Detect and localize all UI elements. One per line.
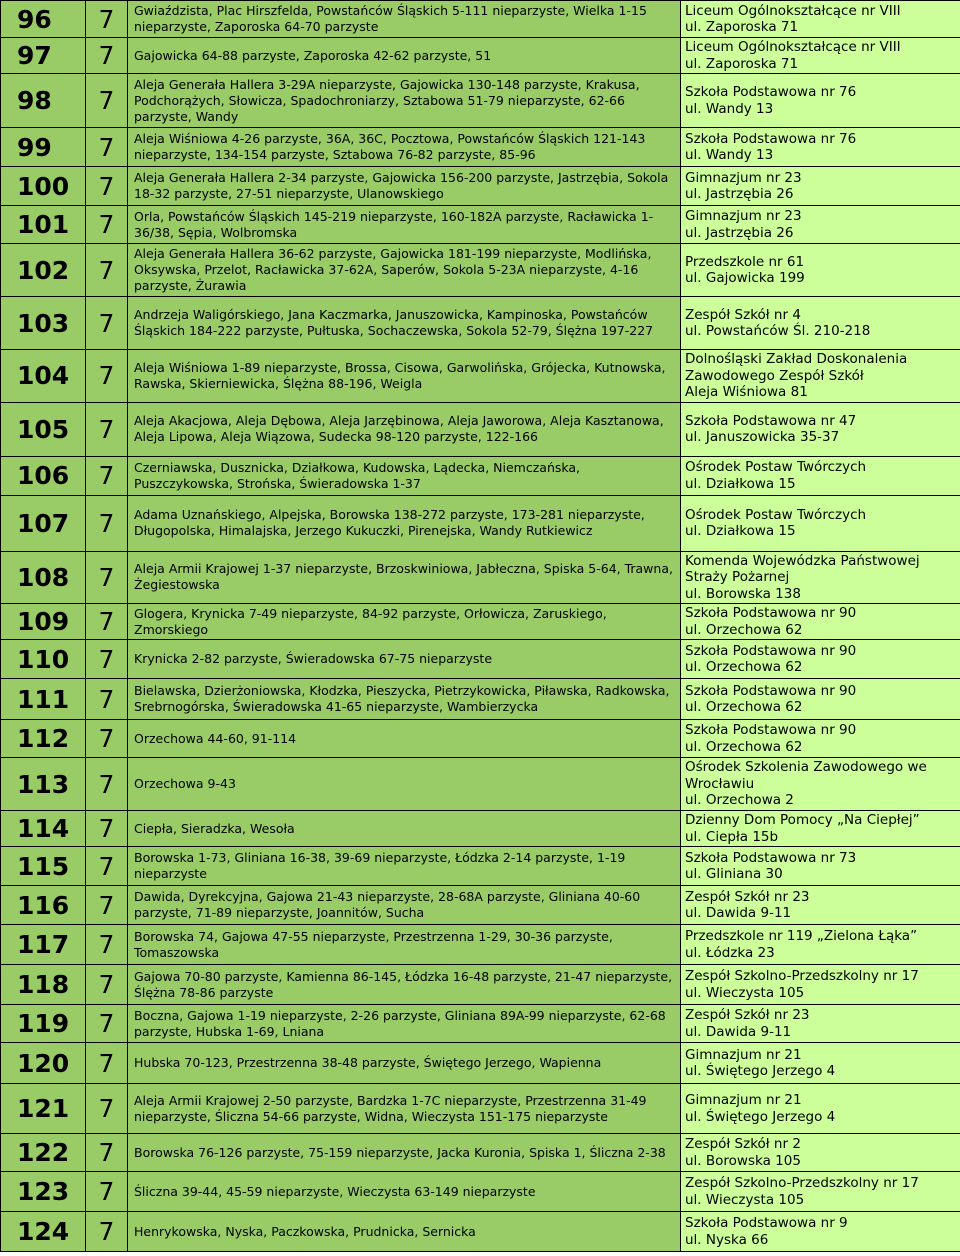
table-row bbox=[1, 811, 960, 847]
polling-place-address: ul. Orzechowa 2 bbox=[685, 792, 794, 809]
polling-place bbox=[681, 551, 960, 604]
table-row bbox=[1, 244, 960, 297]
table-row bbox=[1, 1134, 960, 1172]
polling-place-name: Przedszkole nr 61 bbox=[685, 253, 805, 270]
district-number: 118 bbox=[1, 965, 86, 1005]
polling-place bbox=[681, 1084, 960, 1134]
district-streets: Glogera, Krynicka 7-49 nieparzyste, 84-92 parzyste, Orłowicza, Zaruskiego, Zmorskiego bbox=[128, 604, 681, 640]
polling-place bbox=[681, 74, 960, 128]
district-number: 98 bbox=[1, 74, 86, 128]
district-streets: Adama Uznańskiego, Alpejska, Borowska 138-272 parzyste, 173-281 nieparzyste, Długopolska, Himalajska, Jerzego Kukuczki, Pirenejska, Wandy Rutkiewicz bbox=[128, 495, 681, 551]
district-seats: 7 bbox=[86, 244, 128, 297]
district-seats: 7 bbox=[86, 965, 128, 1005]
table-row bbox=[1, 965, 960, 1005]
table-row bbox=[1, 1172, 960, 1212]
district-number: 112 bbox=[1, 720, 86, 758]
polling-place-name: Przedszkole nr 119 „Zielona Łąka” bbox=[685, 928, 918, 944]
polling-place-name: Szkoła Podstawowa nr 90 bbox=[685, 722, 857, 738]
district-number: 96 bbox=[1, 1, 86, 38]
polling-place-name: Szkoła Podstawowa nr 9 bbox=[685, 1215, 848, 1231]
table-row bbox=[1, 1, 960, 38]
district-number: 120 bbox=[1, 1043, 86, 1084]
district-number: 123 bbox=[1, 1172, 86, 1212]
district-number: 104 bbox=[1, 350, 86, 403]
table-row bbox=[1, 886, 960, 925]
district-seats: 7 bbox=[86, 1212, 128, 1252]
polling-place-address: ul. Ciepła 15b bbox=[685, 828, 779, 845]
district-seats: 7 bbox=[86, 1, 128, 38]
polling-place bbox=[681, 1, 960, 38]
polling-place-name: Szkoła Podstawowa nr 76 bbox=[685, 84, 857, 100]
district-number: 122 bbox=[1, 1134, 86, 1172]
table-row bbox=[1, 1084, 960, 1134]
polling-place bbox=[681, 1212, 960, 1252]
polling-place-name: Zespół Szkół nr 23 bbox=[685, 1007, 810, 1023]
polling-place-name: Szkoła Podstawowa nr 73 bbox=[685, 849, 857, 866]
polling-place-address: ul. Działkowa 15 bbox=[685, 475, 796, 492]
district-seats: 7 bbox=[86, 350, 128, 403]
district-streets: Aleja Wiśniowa 1-89 nieparzyste, Brossa, Cisowa, Garwolińska, Grójecka, Kutnowska, Rawska, Skierniewicka, Ślężna 88-196, Weigla bbox=[128, 350, 681, 403]
polling-place-name: Szkoła Podstawowa nr 47 bbox=[685, 412, 857, 429]
district-number: 111 bbox=[1, 679, 86, 720]
polling-place-address: ul. Wieczysta 105 bbox=[685, 1191, 805, 1208]
polling-place-address: ul. Zaporoska 71 bbox=[685, 55, 799, 72]
district-seats: 7 bbox=[86, 38, 128, 74]
polling-place-address: ul. Wandy 13 bbox=[685, 147, 774, 163]
polling-place-address: ul. Świętego Jerzego 4 bbox=[685, 1063, 836, 1079]
table-row bbox=[1, 495, 960, 551]
polling-place-name: Liceum Ogólnokształcące nr VIII bbox=[685, 2, 901, 19]
polling-place-address: ul. Wieczysta 105 bbox=[685, 984, 805, 1001]
district-streets: Orzechowa 44-60, 91-114 bbox=[128, 720, 681, 758]
table-row bbox=[1, 604, 960, 640]
district-number: 108 bbox=[1, 551, 86, 604]
polling-place-name: Zespół Szkół nr 2 bbox=[685, 1136, 801, 1152]
district-streets: Hubska 70-123, Przestrzenna 38-48 parzyste, Świętego Jerzego, Wapienna bbox=[128, 1043, 681, 1084]
district-seats: 7 bbox=[86, 1134, 128, 1172]
district-number: 117 bbox=[1, 925, 86, 965]
polling-place bbox=[681, 38, 960, 74]
polling-place-name: Szkoła Podstawowa nr 90 bbox=[685, 642, 857, 659]
district-streets: Orla, Powstańców Śląskich 145-219 nieparzyste, 160-182A parzyste, Racławicka 1-36/38, Sępia, Wolbromska bbox=[128, 206, 681, 244]
table-row bbox=[1, 679, 960, 720]
polling-place-name: Gimnazjum nr 21 bbox=[685, 1046, 802, 1063]
table-row bbox=[1, 551, 960, 604]
district-seats: 7 bbox=[86, 206, 128, 244]
polling-place-address: ul. Dawida 9-11 bbox=[685, 905, 792, 921]
district-number: 121 bbox=[1, 1084, 86, 1134]
polling-place-address: Aleja Wiśniowa 81 bbox=[685, 384, 808, 400]
polling-place-address: ul. Orzechowa 62 bbox=[685, 621, 803, 638]
district-seats: 7 bbox=[86, 456, 128, 495]
polling-place-address: ul. Gajowicka 199 bbox=[685, 270, 805, 286]
district-number: 99 bbox=[1, 128, 86, 167]
district-seats: 7 bbox=[86, 551, 128, 604]
polling-place bbox=[681, 350, 960, 403]
polling-place-name: Szkoła Podstawowa nr 90 bbox=[685, 605, 857, 621]
table-row bbox=[1, 74, 960, 128]
polling-place bbox=[681, 886, 960, 925]
table-row bbox=[1, 1005, 960, 1043]
district-streets: Gwiaździsta, Plac Hirszfelda, Powstańców Śląskich 5-111 nieparzyste, Wielka 1-15 nieparzyste, Zaporoska 64-70 parzyste bbox=[128, 1, 681, 38]
district-streets: Aleja Generała Hallera 2-34 parzyste, Gajowicka 156-200 parzyste, Jastrzębia, Sokola 18-32 parzyste, 27-51 nieparzyste, Ulanowskiego bbox=[128, 167, 681, 206]
polling-place bbox=[681, 1172, 960, 1212]
district-streets: Dawida, Dyrekcyjna, Gajowa 21-43 nieparzyste, 28-68A parzyste, Gliniana 40-60 parzyste, 71-89 nieparzyste, Joannitów, Sucha bbox=[128, 886, 681, 925]
polling-place bbox=[681, 206, 960, 244]
district-streets: Gajowa 70-80 parzyste, Kamienna 86-145, Łódzka 16-48 parzyste, 21-47 nieparzyste, Ślężna 78-86 parzyste bbox=[128, 965, 681, 1005]
district-seats: 7 bbox=[86, 402, 128, 456]
district-streets: Orzechowa 9-43 bbox=[128, 758, 681, 811]
polling-place bbox=[681, 720, 960, 758]
district-streets: Aleja Armii Krajowej 2-50 parzyste, Bardzka 1-7C nieparzyste, Przestrzenna 31-49 nieparzyste, Śliczna 54-66 parzyste, Widna, Wieczysta 151-175 nieparzyste bbox=[128, 1084, 681, 1134]
polling-place-address: ul. Działkowa 15 bbox=[685, 523, 796, 539]
table-row bbox=[1, 758, 960, 811]
district-streets: Ciepła, Sieradzka, Wesoła bbox=[128, 811, 681, 847]
polling-place bbox=[681, 640, 960, 679]
district-number: 107 bbox=[1, 495, 86, 551]
district-seats: 7 bbox=[86, 886, 128, 925]
polling-place bbox=[681, 402, 960, 456]
polling-place bbox=[681, 604, 960, 640]
polling-place-address: ul. Świętego Jerzego 4 bbox=[685, 1108, 836, 1125]
polling-place bbox=[681, 244, 960, 297]
district-streets: Andrzeja Waligórskiego, Jana Kaczmarka, Januszowicka, Kampinoska, Powstańców Śląskich 184-222 parzyste, Pułtuska, Sochaczewska, Sokola 52-79, Ślężna 197-227 bbox=[128, 297, 681, 350]
district-seats: 7 bbox=[86, 847, 128, 886]
polling-place-address: ul. Jastrzębia 26 bbox=[685, 186, 794, 202]
district-streets: Aleja Akacjowa, Aleja Dębowa, Aleja Jarzębinowa, Aleja Jaworowa, Aleja Kasztanowa, Aleja Lipowa, Aleja Wiązowa, Sudecka 98-120 parzyste, 122-166 bbox=[128, 402, 681, 456]
polling-place-address: ul. Dawida 9-11 bbox=[685, 1023, 792, 1040]
district-number: 105 bbox=[1, 402, 86, 456]
district-streets: Czerniawska, Dusznicka, Działkowa, Kudowska, Lądecka, Niemczańska, Puszczykowska, Strońska, Świeradowska 1-37 bbox=[128, 456, 681, 495]
district-streets: Borowska 76-126 parzyste, 75-159 nieparzyste, Jacka Kuronia, Spiska 1, Śliczna 2-38 bbox=[128, 1134, 681, 1172]
district-number: 119 bbox=[1, 1005, 86, 1043]
polling-place-name: Szkoła Podstawowa nr 76 bbox=[685, 130, 857, 147]
polling-place bbox=[681, 758, 960, 811]
district-seats: 7 bbox=[86, 758, 128, 811]
district-streets: Krynicka 2-82 parzyste, Świeradowska 67-75 nieparzyste bbox=[128, 640, 681, 679]
table-row bbox=[1, 847, 960, 886]
polling-place-name: Ośrodek Postaw Twórczych bbox=[685, 459, 867, 475]
districts-table-body bbox=[1, 1, 960, 1252]
polling-place-name: Gimnazjum nr 23 bbox=[685, 208, 802, 224]
district-seats: 7 bbox=[86, 495, 128, 551]
polling-place-address: ul. Borowska 105 bbox=[685, 1152, 801, 1169]
district-seats: 7 bbox=[86, 297, 128, 350]
district-number: 102 bbox=[1, 244, 86, 297]
district-number: 110 bbox=[1, 640, 86, 679]
polling-place bbox=[681, 847, 960, 886]
polling-place-name: Gimnazjum nr 21 bbox=[685, 1092, 802, 1108]
district-number: 116 bbox=[1, 886, 86, 925]
polling-place-name: Zespół Szkół nr 23 bbox=[685, 888, 810, 905]
polling-place-name: Szkoła Podstawowa nr 90 bbox=[685, 682, 857, 699]
polling-place-name: Zespół Szkolno-Przedszkolny nr 17 bbox=[685, 968, 919, 984]
district-streets: Henrykowska, Nyska, Paczkowska, Prudnicka, Sernicka bbox=[128, 1212, 681, 1252]
polling-place-name: Komenda Wojewódzka Państwowej Straży Pożarnej bbox=[685, 552, 920, 585]
district-streets: Borowska 74, Gajowa 47-55 nieparzyste, Przestrzenna 1-29, 30-36 parzyste, Tomaszowska bbox=[128, 925, 681, 965]
district-number: 100 bbox=[1, 167, 86, 206]
district-seats: 7 bbox=[86, 1005, 128, 1043]
district-seats: 7 bbox=[86, 720, 128, 758]
district-number: 124 bbox=[1, 1212, 86, 1252]
polling-place-name: Dzienny Dom Pomocy „Na Ciepłej” bbox=[685, 812, 920, 828]
district-streets: Borowska 1-73, Gliniana 16-38, 39-69 nieparzyste, Łódzka 2-14 parzyste, 1-19 nieparzyste bbox=[128, 847, 681, 886]
table-row bbox=[1, 128, 960, 167]
table-row bbox=[1, 206, 960, 244]
polling-place-name: Gimnazjum nr 23 bbox=[685, 169, 802, 186]
table-row bbox=[1, 38, 960, 74]
district-number: 109 bbox=[1, 604, 86, 640]
district-streets: Bielawska, Dzierżoniowska, Kłodzka, Pieszycka, Pietrzykowicka, Piławska, Radkowska, Srebrnogórska, Świeradowska 41-65 nieparzyste, Wambierzycka bbox=[128, 679, 681, 720]
district-seats: 7 bbox=[86, 167, 128, 206]
polling-place bbox=[681, 679, 960, 720]
table-row bbox=[1, 1212, 960, 1252]
polling-place-address: ul. Powstańców Śl. 210-218 bbox=[685, 323, 871, 339]
district-seats: 7 bbox=[86, 640, 128, 679]
district-streets: Aleja Generała Hallera 3-29A nieparzyste, Gajowicka 130-148 parzyste, Krakusa, Podchorążych, Słowicza, Spadochroniarzy, Sztabowa 51-79 nieparzyste, 62-66 parzyste, Wandy bbox=[128, 74, 681, 128]
polling-place bbox=[681, 965, 960, 1005]
district-number: 97 bbox=[1, 38, 86, 74]
district-seats: 7 bbox=[86, 1172, 128, 1212]
polling-place bbox=[681, 495, 960, 551]
table-row bbox=[1, 640, 960, 679]
polling-place-name: Liceum Ogólnokształcące nr VIII bbox=[685, 39, 901, 55]
polling-place-address: ul. Jastrzębia 26 bbox=[685, 224, 794, 241]
district-number: 114 bbox=[1, 811, 86, 847]
district-streets: Śliczna 39-44, 45-59 nieparzyste, Wieczysta 63-149 nieparzyste bbox=[128, 1172, 681, 1212]
district-seats: 7 bbox=[86, 679, 128, 720]
polling-place-name: Zespół Szkół nr 4 bbox=[685, 306, 801, 323]
polling-place bbox=[681, 167, 960, 206]
district-streets: Aleja Generała Hallera 36-62 parzyste, Gajowicka 181-199 nieparzyste, Modlińska, Oksywska, Przelot, Racławicka 37-62A, Saperów, Sokola 5-23A nieparzyste, 4-16 parzyste, Żurawia bbox=[128, 244, 681, 297]
polling-place-address: ul. Zaporoska 71 bbox=[685, 19, 799, 35]
district-seats: 7 bbox=[86, 604, 128, 640]
district-seats: 7 bbox=[86, 811, 128, 847]
polling-place bbox=[681, 811, 960, 847]
district-seats: 7 bbox=[86, 1043, 128, 1084]
polling-place-address: ul. Łódzka 23 bbox=[685, 944, 775, 961]
polling-place bbox=[681, 1134, 960, 1172]
district-seats: 7 bbox=[86, 925, 128, 965]
district-number: 115 bbox=[1, 847, 86, 886]
polling-place bbox=[681, 456, 960, 495]
table-row bbox=[1, 720, 960, 758]
polling-place-name: Ośrodek Postaw Twórczych bbox=[685, 506, 867, 523]
polling-place-name: Dolnośląski Zakład Doskonalenia Zawodowego Zespół Szkół bbox=[685, 351, 908, 384]
district-streets: Aleja Wiśniowa 4-26 parzyste, 36A, 36C, Pocztowa, Powstańców Śląskich 121-143 nieparzyste, 134-154 parzyste, Sztabowa 76-82 parzyste, 85-96 bbox=[128, 128, 681, 167]
polling-place-address: ul. Borowska 138 bbox=[685, 585, 801, 602]
district-streets: Boczna, Gajowa 1-19 nieparzyste, 2-26 parzyste, Gliniana 89A-99 nieparzyste, 62-68 parzyste, Hubska 1-69, Lniana bbox=[128, 1005, 681, 1043]
table-row bbox=[1, 350, 960, 403]
table-row bbox=[1, 297, 960, 350]
district-seats: 7 bbox=[86, 1084, 128, 1134]
polling-place bbox=[681, 297, 960, 350]
polling-place-name: Zespół Szkolno-Przedszkolny nr 17 bbox=[685, 1175, 919, 1191]
polling-place-name: Ośrodek Szkolenia Zawodowego we Wrocławiu bbox=[685, 759, 927, 792]
table-row bbox=[1, 925, 960, 965]
district-streets: Aleja Armii Krajowej 1-37 nieparzyste, Brzoskwiniowa, Jabłeczna, Spiska 5-64, Trawna, Żegiestowska bbox=[128, 551, 681, 604]
table-row bbox=[1, 402, 960, 456]
district-number: 113 bbox=[1, 758, 86, 811]
polling-place-address: ul. Orzechowa 62 bbox=[685, 738, 803, 755]
district-number: 103 bbox=[1, 297, 86, 350]
district-number: 106 bbox=[1, 456, 86, 495]
polling-place bbox=[681, 925, 960, 965]
polling-place-address: ul. Januszowicka 35-37 bbox=[685, 429, 840, 445]
table-row bbox=[1, 1043, 960, 1084]
polling-place-address: ul. Wandy 13 bbox=[685, 100, 774, 117]
polling-place-address: ul. Orzechowa 62 bbox=[685, 659, 803, 675]
table-row bbox=[1, 167, 960, 206]
district-number: 101 bbox=[1, 206, 86, 244]
table-row bbox=[1, 456, 960, 495]
district-seats: 7 bbox=[86, 74, 128, 128]
polling-place-address: ul. Orzechowa 62 bbox=[685, 699, 803, 715]
polling-place bbox=[681, 1005, 960, 1043]
polling-place bbox=[681, 1043, 960, 1084]
district-streets: Gajowicka 64-88 parzyste, Zaporoska 42-62 parzyste, 51 bbox=[128, 38, 681, 74]
polling-place-address: ul. Gliniana 30 bbox=[685, 866, 783, 882]
polling-place bbox=[681, 128, 960, 167]
polling-place-address: ul. Nyska 66 bbox=[685, 1231, 769, 1248]
district-seats: 7 bbox=[86, 128, 128, 167]
